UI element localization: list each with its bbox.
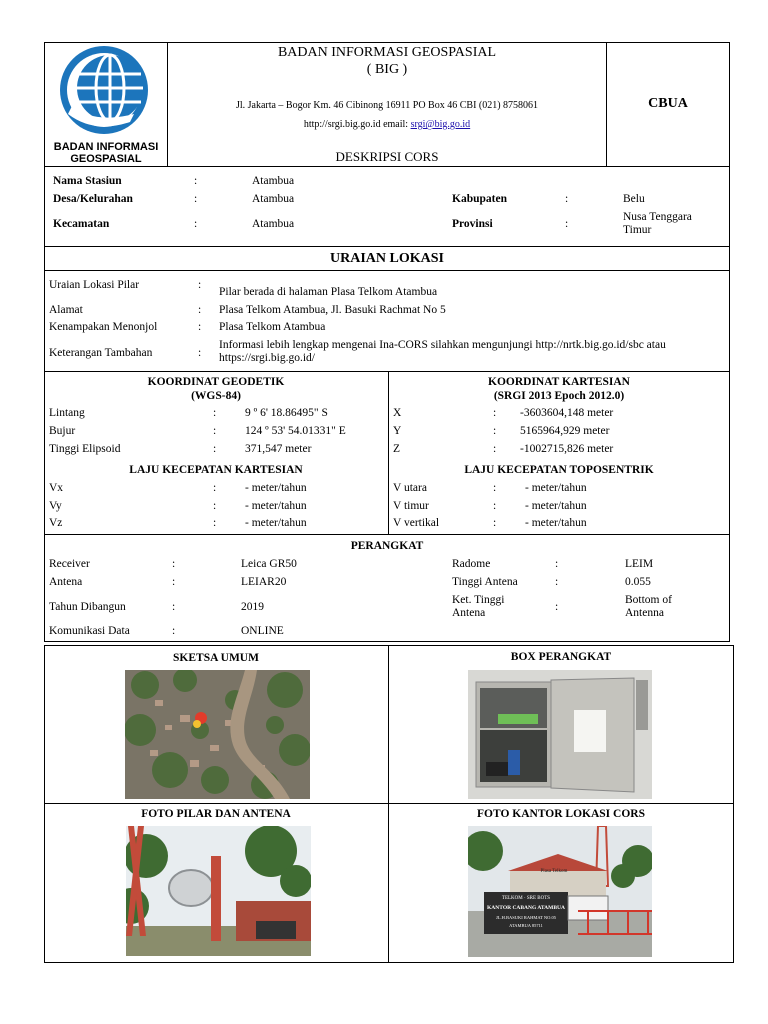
lokasi-row-sep: : — [198, 347, 202, 359]
laju-kartesian-label: Vz — [49, 517, 63, 529]
geodetik-sep: : — [213, 407, 217, 419]
perangkat-title: PERANGKAT — [350, 540, 424, 552]
perangkat-sep: : — [172, 601, 176, 613]
org-abbr: ( BIG ) — [366, 62, 408, 77]
uraian-lokasi-title: URAIAN LOKASI — [330, 251, 444, 266]
station-bottom-line — [44, 246, 730, 247]
lokasi-row-sep: : — [198, 304, 202, 316]
telkom-sign-line3: JL.H.BASUKI RAHMAT NO.05 — [495, 915, 557, 920]
telkom-sign-line1: TELKOM · SRE BOTS — [501, 896, 551, 901]
laju-toposentrik-value: - meter/tahun — [525, 500, 587, 512]
telkom-sign-line4: ATAMBUA 85711 — [509, 923, 543, 928]
org-address: Jl. Jakarta – Bogor Km. 46 Cibinong 16911 PO Box 46 CBI (021) 8758061 — [235, 100, 539, 111]
perangkat-label: Ket. Tinggi Antena — [452, 594, 505, 619]
lokasi-row-value: Plasa Telkom Atambua, Jl. Basuki Rachmat No 5 — [219, 304, 446, 316]
perangkat-value: Leica GR50 — [241, 558, 297, 570]
foto-pilar-title: FOTO PILAR DAN ANTENA — [141, 808, 291, 820]
perangkat-label: Tahun Dibangun — [49, 601, 126, 613]
kartesian-subtitle: (SRGI 2013 Epoch 2012.0) — [493, 390, 625, 402]
laju-kartesian-value: - meter/tahun — [245, 500, 307, 512]
laju-kartesian-label: Vx — [49, 482, 64, 494]
lokasi-row-value: Plasa Telkom Atambua — [219, 321, 326, 333]
geodetik-value: 124 º 53' 54.01331" E — [245, 425, 346, 437]
kecamatan-label: Kecamatan — [53, 218, 110, 230]
perangkat-sep: : — [555, 576, 559, 588]
laju-kartesian-value: - meter/tahun — [245, 517, 307, 529]
laju-kartesian-sep: : — [213, 500, 217, 512]
foto-kantor-title: FOTO KANTOR LOKASI CORS — [477, 808, 645, 820]
kecamatan-value: Atambua — [252, 218, 295, 230]
laju-kartesian-sep: : — [213, 482, 217, 494]
lokasi-row-sep: : — [198, 279, 202, 291]
logo-text-line1: BADAN INFORMASI — [53, 141, 159, 153]
perangkat-label: Antena — [49, 576, 83, 588]
laju-toposentrik-value: - meter/tahun — [525, 482, 587, 494]
kartesian-value: -1002715,826 meter — [520, 443, 614, 455]
laju-kartesian-title: LAJU KECEPATAN KARTESIAN — [129, 464, 303, 476]
laju-toposentrik-sep: : — [493, 517, 497, 529]
kartesian-sep: : — [493, 407, 497, 419]
laju-kartesian-label: Vy — [49, 500, 62, 512]
perangkat-value: ONLINE — [241, 625, 284, 637]
perangkat-value: 2019 — [241, 601, 264, 613]
building-sign: Plasa Telkom — [540, 869, 568, 874]
kabupaten-sep: : — [565, 193, 569, 205]
nama-stasiun-label: Nama Stasiun — [53, 175, 122, 187]
laju-toposentrik-sep: : — [493, 500, 497, 512]
perangkat-sep: : — [172, 558, 176, 570]
telkom-sign-line2: KANTOR CABANG ATAMBUA — [487, 905, 565, 911]
koordinat-bottom-line — [44, 534, 730, 535]
kartesian-value: -3603604,148 meter — [520, 407, 614, 419]
logo-text-line2: GEOSPASIAL — [70, 153, 142, 165]
geodetik-sep: : — [213, 425, 217, 437]
photo-divider-v — [388, 645, 389, 963]
photo-divider-h — [44, 803, 734, 804]
geodetik-subtitle: (WGS-84) — [191, 390, 241, 402]
perangkat-label: Radome — [452, 558, 491, 570]
uraian-title-line — [44, 270, 730, 271]
station-code: CBUA — [648, 96, 688, 111]
laju-toposentrik-label: V timur — [393, 500, 429, 512]
desa-sep: : — [194, 193, 198, 205]
laju-toposentrik-label: V vertikal — [393, 517, 440, 529]
lokasi-row-value: Informasi lebih lengkap mengenai Ina-CORS silahkan mengunjungi http://nrtk.big.go.id/sbc atau https://srgi.big.go.id/ — [219, 339, 666, 364]
globe-logo-icon — [54, 44, 158, 140]
geodetik-value: 371,547 meter — [245, 443, 312, 455]
kartesian-label: Z — [393, 443, 401, 455]
desa-value: Atambua — [252, 193, 295, 205]
kartesian-sep: : — [493, 443, 497, 455]
box-perangkat-title: BOX PERANGKAT — [510, 651, 612, 663]
lokasi-row-label: Alamat — [49, 304, 83, 316]
geodetik-sep: : — [213, 443, 217, 455]
perangkat-value: LEIM — [625, 558, 654, 570]
laju-toposentrik-title: LAJU KECEPATAN TOPOSENTRIK — [464, 464, 654, 476]
laju-toposentrik-sep: : — [493, 482, 497, 494]
perangkat-sep: : — [555, 601, 559, 613]
kabupaten-label: Kabupaten — [452, 193, 507, 205]
laju-toposentrik-value: - meter/tahun — [525, 517, 587, 529]
org-title: BADAN INFORMASI GEOSPASIAL — [277, 45, 497, 60]
kecamatan-sep: : — [194, 218, 198, 230]
perangkat-label: Receiver — [49, 558, 90, 570]
foto-pilar-image — [126, 826, 311, 956]
org-contact — [168, 118, 606, 131]
perangkat-sep: : — [555, 558, 559, 570]
sketsa-aerial-image — [125, 670, 310, 799]
perangkat-sep: : — [172, 625, 176, 637]
email-link[interactable]: srgi@big.go.id — [410, 119, 471, 130]
foto-kantor-image — [468, 826, 652, 957]
perangkat-value: LEIAR20 — [241, 576, 287, 588]
provinsi-sep: : — [565, 218, 569, 230]
laju-kartesian-sep: : — [213, 517, 217, 529]
desa-label: Desa/Kelurahan — [53, 193, 133, 205]
lokasi-row-label: Uraian Lokasi Pilar — [49, 279, 140, 291]
kabupaten-value: Belu — [623, 193, 645, 205]
perangkat-value: Bottom of Antenna — [625, 594, 672, 619]
geodetik-label: Tinggi Elipsoid — [49, 443, 121, 455]
doc-title: DESKRIPSI CORS — [335, 149, 439, 164]
laju-kartesian-value: - meter/tahun — [245, 482, 307, 494]
lokasi-row-label: Kenampakan Menonjol — [49, 321, 158, 333]
provinsi-value: Nusa Tenggara Timur — [623, 211, 692, 236]
laju-toposentrik-label: V utara — [393, 482, 427, 494]
sketsa-title: SKETSA UMUM — [173, 652, 259, 664]
kartesian-label: X — [393, 407, 402, 419]
header-bottom-line — [44, 166, 730, 167]
lokasi-row-sep: : — [198, 321, 202, 333]
kartesian-label: Y — [393, 425, 402, 437]
nama-stasiun-sep: : — [194, 175, 198, 187]
perangkat-sep: : — [172, 576, 176, 588]
big-logo — [54, 44, 158, 166]
geodetik-value: 9 º 6' 18.86495" S — [245, 407, 328, 419]
geodetik-label: Lintang — [49, 407, 85, 419]
perangkat-label: Komunikasi Data — [49, 625, 130, 637]
kartesian-title: KOORDINAT KARTESIAN — [488, 376, 630, 388]
provinsi-label: Provinsi — [452, 218, 493, 230]
geodetik-title: KOORDINAT GEODETIK — [147, 376, 285, 388]
perangkat-value: 0.055 — [625, 576, 651, 588]
lokasi-row-label: Keterangan Tambahan — [49, 347, 153, 359]
nama-stasiun-value: Atambua — [252, 175, 295, 187]
perangkat-label: Tinggi Antena — [452, 576, 518, 588]
website-text: http://srgi.big.go.id email: — [303, 119, 411, 130]
box-perangkat-image — [468, 670, 652, 799]
geodetik-label: Bujur — [49, 425, 76, 437]
lokasi-bottom-line — [44, 371, 730, 372]
kartesian-sep: : — [493, 425, 497, 437]
lokasi-row-value: Pilar berada di halaman Plasa Telkom Atambua — [219, 286, 438, 298]
kartesian-value: 5165964,929 meter — [520, 425, 610, 437]
